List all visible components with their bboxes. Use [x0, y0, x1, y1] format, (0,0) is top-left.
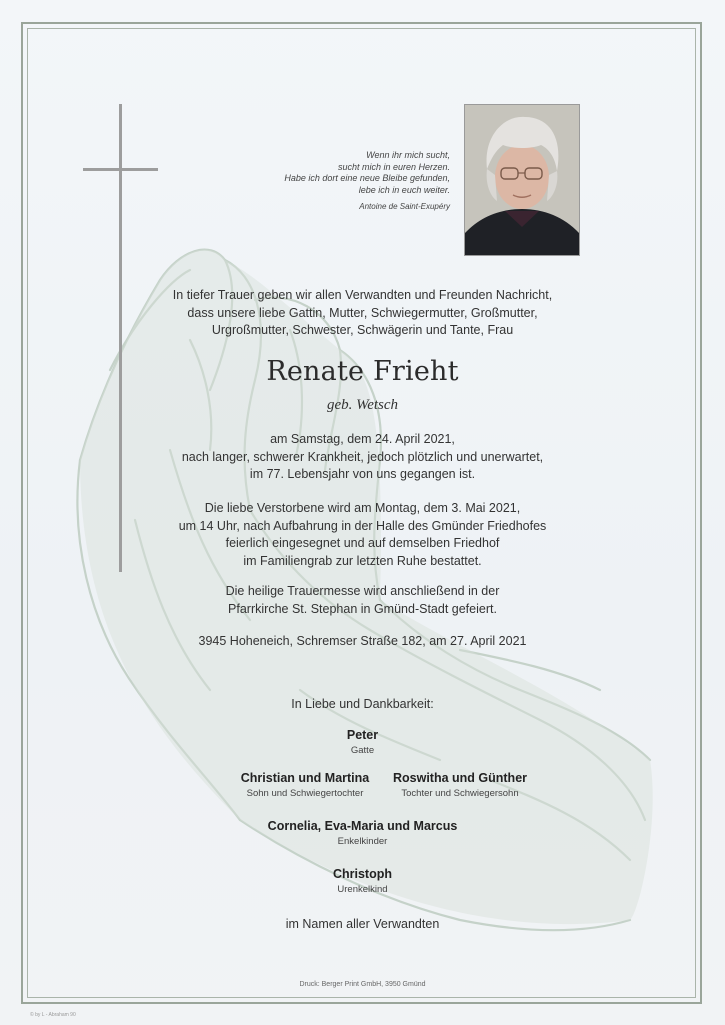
mass-details: [0, 583, 725, 618]
death-line: am Samstag, dem 24. April 2021,: [270, 432, 455, 446]
intro-line: Urgroßmutter, Schwester, Schwägerin und Tante, Frau: [211, 323, 514, 337]
mass-line: Pfarrkirche St. Stephan in Gmünd-Stadt gefeiert.: [228, 601, 497, 616]
quote-line: Habe ich dort eine neue Bleibe gefunden,: [284, 173, 450, 183]
memorial-quote: [240, 150, 450, 213]
intro-line: dass unsere liebe Gattin, Mutter, Schwiegermutter, Großmutter,: [187, 305, 538, 320]
mourner-relation: Sohn und Schwiegertochter: [246, 788, 364, 799]
intro-line: In tiefer Trauer geben wir allen Verwandten und Freunden Nachricht,: [172, 288, 553, 302]
quote-line: sucht mich in euren Herzen.: [337, 161, 450, 172]
funeral-line: feierlich eingesegnet und auf demselben Friedhof: [225, 536, 500, 550]
cross-horizontal-bar: [83, 168, 158, 171]
mourner-entry: [0, 727, 725, 757]
mourner-name: Cornelia, Eva-Maria und Marcus: [267, 819, 458, 833]
quote-line: Wenn ihr mich sucht,: [366, 150, 450, 160]
funeral-line: im Familiengrab zur letzten Ruhe bestattet.: [243, 553, 482, 568]
mourner-entry: [365, 770, 555, 800]
mourner-entry: [0, 818, 725, 848]
mourner-name: Peter: [346, 728, 379, 742]
place-and-date: 3945 Hoheneich, Schremser Straße 182, am 27. April 2021: [198, 634, 527, 648]
announcement-intro: [0, 287, 725, 340]
thanks-heading: In Liebe und Dankbarkeit:: [291, 697, 434, 711]
mourner-entry: [0, 866, 725, 896]
mourner-relation: Urenkelkind: [337, 884, 388, 895]
closing-line: im Namen aller Verwandten: [285, 917, 440, 931]
mourner-name: Roswitha und Günther: [392, 771, 528, 785]
mourner-name: Christoph: [332, 867, 393, 881]
mourner-relation: Tochter und Schwiegersohn: [401, 788, 519, 799]
printer-credit: Druck: Berger Print GmbH, 3950 Gmünd: [299, 981, 426, 988]
death-notice: [0, 431, 725, 484]
deceased-name: Renate Frieht: [266, 356, 459, 387]
corner-mark: © by L - Abraham 90: [30, 1012, 76, 1018]
death-line: im 77. Lebensjahr von uns gegangen ist.: [249, 467, 476, 481]
mourner-relation: Gatte: [350, 745, 375, 756]
deceased-birth-name: geb. Wetsch: [326, 397, 399, 413]
mourner-name: Christian und Martina: [240, 771, 370, 785]
portrait-illustration: [465, 105, 579, 255]
death-line: nach langer, schwerer Krankheit, jedoch plötzlich und unerwartet,: [181, 449, 544, 464]
funeral-line: Die liebe Verstorbene wird am Montag, dem 3. Mai 2021,: [204, 501, 521, 515]
funeral-details: [0, 500, 725, 570]
quote-author: Antoine de Saint-Exupéry: [359, 202, 450, 211]
mass-line: Die heilige Trauermesse wird anschließend in der: [225, 584, 500, 598]
funeral-line: um 14 Uhr, nach Aufbahrung in der Halle des Gmünder Friedhofes: [178, 518, 547, 533]
mourner-relation: Enkelkinder: [337, 836, 388, 847]
quote-line: lebe ich in euch weiter.: [358, 184, 450, 195]
portrait-photo: [464, 104, 580, 256]
